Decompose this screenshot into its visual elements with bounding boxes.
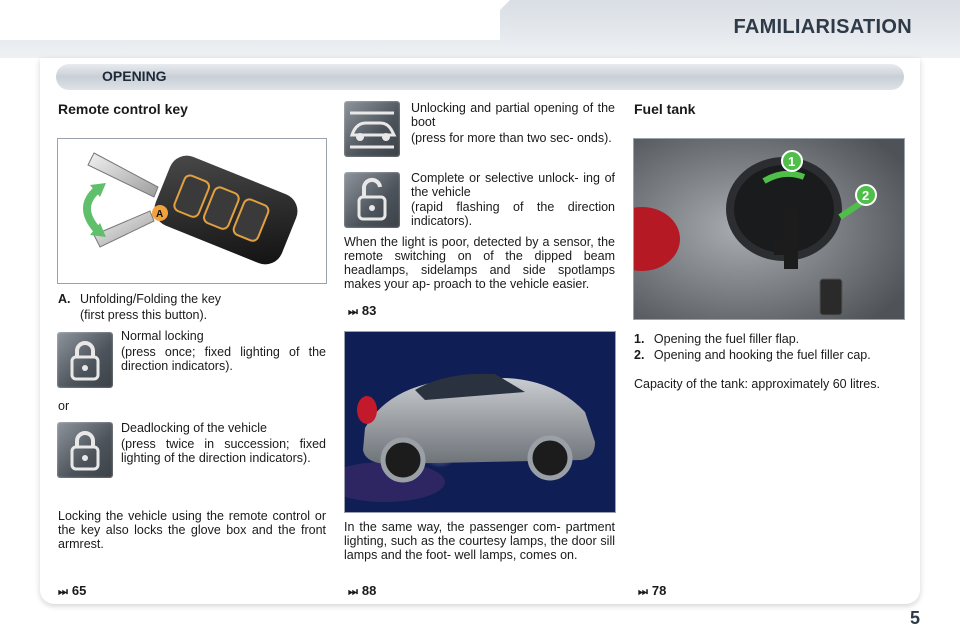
- ref-88-number: 88: [361, 583, 377, 598]
- key-figure: [57, 138, 327, 284]
- remote-key-illustration: [58, 139, 326, 283]
- ref-78[interactable]: [638, 583, 666, 599]
- filler-cap: [774, 239, 798, 255]
- padlock-double-icon: [57, 422, 113, 478]
- page-number: 5: [909, 608, 920, 628]
- filler-cap-key: [820, 279, 842, 315]
- fuel-step-1: [634, 332, 904, 346]
- padlock-closed-icon: [57, 332, 113, 388]
- header-band-slope: [470, 0, 510, 40]
- ref-65-number: 65: [71, 583, 87, 598]
- ref-78-number: 78: [651, 583, 667, 598]
- unlock-desc: (rapid flashing of the direction indicators).: [411, 200, 615, 228]
- page-ref-icon: ⏭: [638, 586, 648, 598]
- fuel-figure: [633, 138, 905, 320]
- fuel-step-1-num: 1.: [634, 332, 645, 346]
- deadlock-icon: [57, 422, 113, 478]
- front-wheel: [530, 438, 570, 478]
- rear-wheel: [383, 440, 423, 480]
- item-a-text: Unfolding/Folding the key: [79, 292, 222, 306]
- callout-2: 2: [862, 188, 870, 203]
- page-ref-icon: ⏭: [348, 586, 358, 598]
- ref-83-number: 83: [361, 303, 377, 318]
- boot-desc: (press for more than two sec- onds).: [411, 131, 612, 145]
- car-illustration: [345, 332, 615, 512]
- fuel-filler-illustration: [634, 139, 904, 319]
- car-figure: [344, 331, 616, 513]
- light-note: When the light is poor, detected by a sensor, the remote switching on of the dipped beam headlamps, sidelamps and side spotlamps makes your ap- proach to the vehicle easier.: [344, 235, 615, 291]
- item-a: [58, 292, 221, 306]
- fuel-capacity: Capacity of the tank: approximately 60 litres.: [634, 377, 880, 391]
- or-label: or: [58, 399, 70, 413]
- key-callout-a: A: [156, 209, 164, 220]
- padlock-open-icon: [344, 172, 400, 228]
- passenger-note: In the same way, the passenger com- partment lighting, such as the courtesy lamps, the door sill lamps and the foot- well lamps, comes on.: [344, 520, 615, 562]
- boot-title: Unlocking and partial opening of the boot: [411, 101, 615, 129]
- normal-locking-desc: (press once; fixed lighting of the direction indicators).: [121, 345, 326, 373]
- normal-lock-icon: [57, 332, 113, 388]
- remote-control-heading: Remote control key: [58, 101, 188, 117]
- callout-1: 1: [788, 154, 796, 169]
- deadlocking-title: Deadlocking of the vehicle: [121, 421, 267, 435]
- normal-locking-title: Normal locking: [121, 329, 204, 343]
- fuel-step-2-num: 2.: [634, 348, 645, 362]
- fuel-tank-heading: Fuel tank: [634, 101, 696, 117]
- unlock-icon: [344, 172, 400, 228]
- key-blade-lower: [94, 211, 154, 247]
- section-title: OPENING: [102, 68, 167, 84]
- fold-arrow-icon: [87, 189, 98, 231]
- car-boot-icon: [344, 101, 400, 157]
- fuel-step-2: [634, 348, 904, 362]
- ref-88[interactable]: [348, 583, 376, 599]
- fuel-step-2-text: Opening and hooking the fuel filler cap.: [653, 348, 871, 362]
- item-a-sub: (first press this button).: [80, 308, 208, 322]
- page-ref-icon: ⏭: [348, 306, 358, 318]
- boot-icon: [344, 101, 400, 157]
- ref-83[interactable]: [348, 303, 376, 319]
- chapter-title: FAMILIARISATION: [733, 16, 912, 38]
- page-ref-icon: ⏭: [58, 586, 68, 598]
- ref-65[interactable]: [58, 583, 86, 599]
- header-band-cut: [0, 0, 500, 40]
- locking-note: Locking the vehicle using the remote control or the key also locks the glove box and the front armrest.: [58, 509, 326, 551]
- item-a-label: A.: [58, 292, 71, 306]
- fuel-step-1-text: Opening the fuel filler flap.: [653, 332, 800, 346]
- unlock-title: Complete or selective unlock- ing of the vehicle: [411, 171, 615, 199]
- deadlocking-desc: (press twice in succession; fixed lighting of the direction indicators).: [121, 437, 326, 465]
- rear-lamp: [357, 396, 377, 424]
- section-bar: [56, 64, 904, 90]
